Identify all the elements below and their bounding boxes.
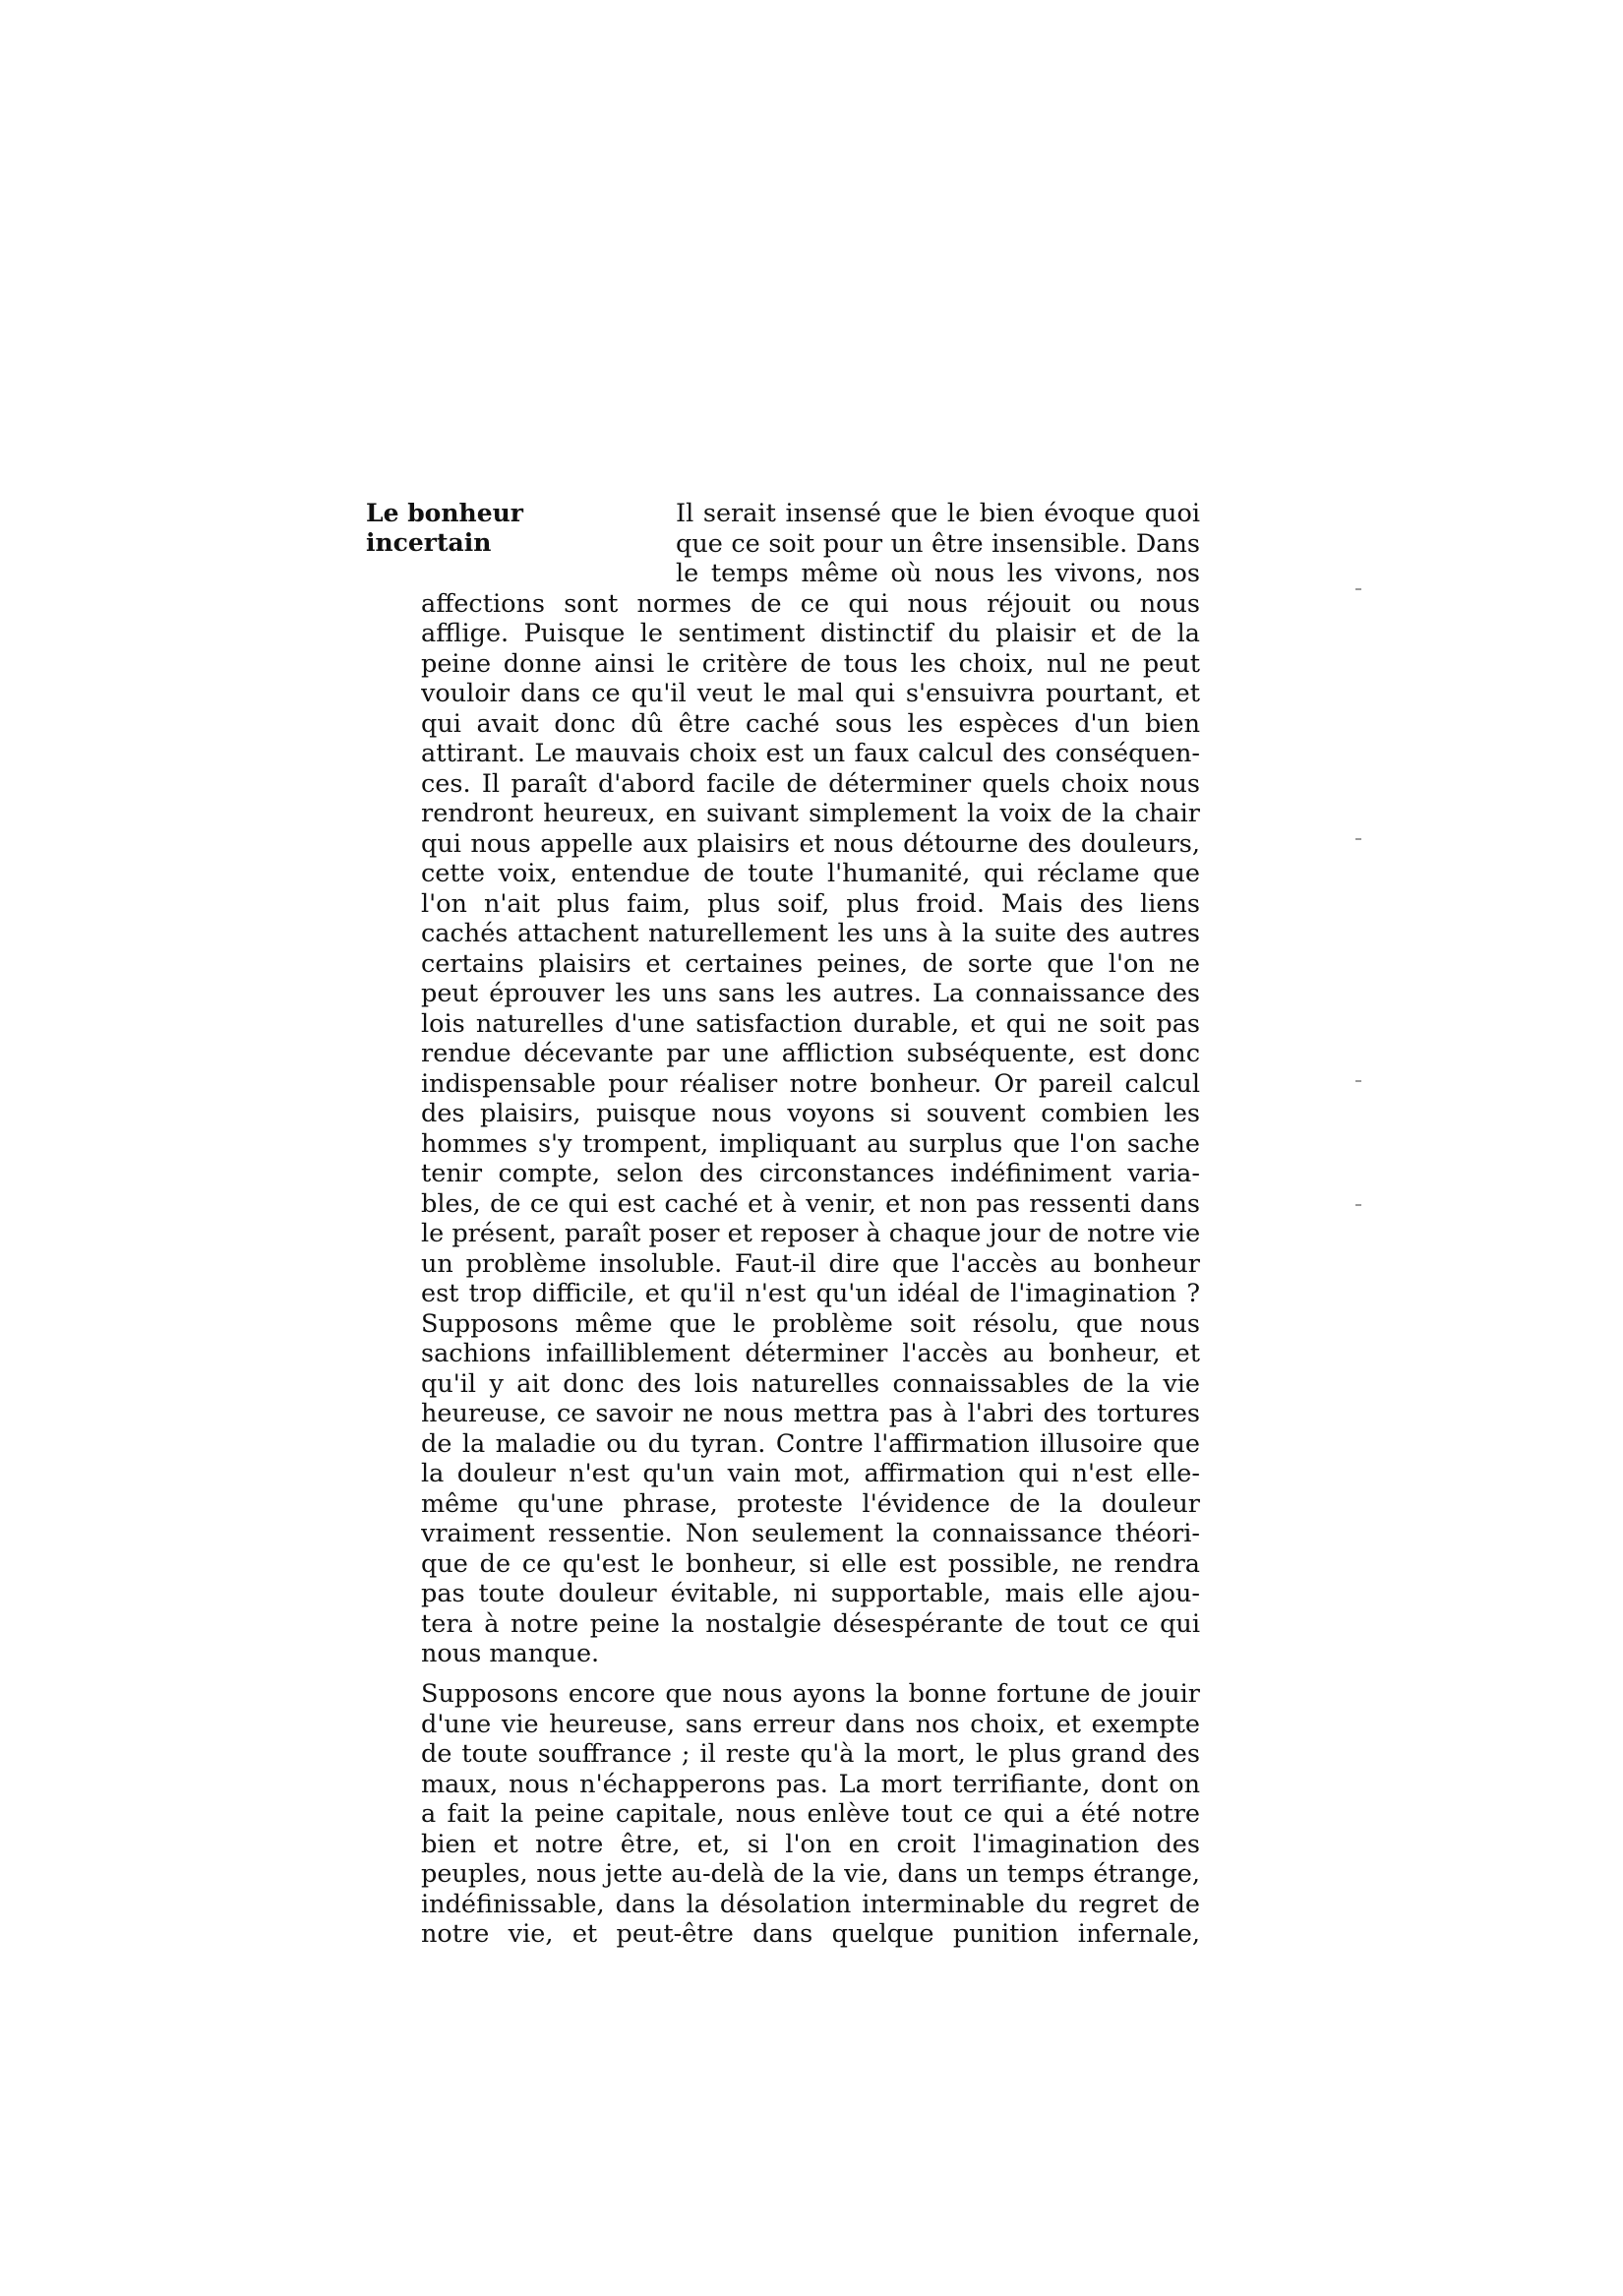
text-line: qui nous appelle aux plaisirs et nous détourne des douleurs, [421, 828, 1200, 859]
text-line: Supposons encore que nous ayons la bonne fortune de jouir [421, 1679, 1200, 1709]
text-line: d'une vie heureuse, sans erreur dans nos choix, et exempte [421, 1709, 1200, 1739]
text-line: sachions infailliblement déterminer l'accès au bonheur, et [421, 1339, 1200, 1368]
text-line: maux, nous n'échapperons pas. La mort terrifiante, dont on [421, 1769, 1200, 1799]
text-line: hommes s'y trompent, impliquant au surplus que l'on sache [421, 1128, 1200, 1159]
scan-speck [1355, 838, 1361, 840]
margin-heading-line: Le bonheur [366, 499, 523, 527]
text-line: cachés attachent naturellement les uns à la suite des autres [421, 919, 1200, 948]
text-line: Il serait insensé que le bien évoque quoi [676, 499, 1200, 528]
text-line: le temps même où nous les vivons, nos [676, 559, 1200, 588]
text-line: que de ce qu'est le bonheur, si elle est possible, ne rendra [421, 1548, 1200, 1579]
text-line: Supposons même que le problème soit résolu, que nous [421, 1308, 1200, 1339]
text-line: tera à notre peine la nostalgie désespérante de tout ce qui [421, 1608, 1200, 1639]
text-line: peine donne ainsi le critère de tous les choix, nul ne peut [421, 648, 1200, 679]
text-line: bles, de ce qui est caché et à venir, et non pas ressenti dans [421, 1188, 1200, 1219]
margin-heading [366, 499, 631, 558]
text-line: peut éprouver les uns sans les autres. La connaissance des [421, 979, 1200, 1008]
text-line: pas toute douleur évitable, ni supportable, mais elle ajou- [421, 1579, 1200, 1608]
text-line: cette voix, entendue de toute l'humanité, qui réclame que [421, 859, 1200, 888]
text-line: que ce soit pour un être insensible. Dans [676, 528, 1200, 559]
text-line: des plaisirs, puisque nous voyons si souvent combien les [421, 1099, 1200, 1128]
text-line: de toute souffrance ; il reste qu'à la mort, le plus grand des [421, 1739, 1200, 1769]
text-line: bien et notre être, et, si l'on en croit l'imagination des [421, 1829, 1200, 1859]
text-line: heureuse, ce savoir ne nous mettra pas à l'abri des tortures [421, 1399, 1200, 1428]
text-line: lois naturelles d'une satisfaction durable, et qui ne soit pas [421, 1008, 1200, 1039]
text-line: certains plaisirs et certaines peines, de sorte que l'on ne [421, 948, 1200, 979]
text-line: tenir compte, selon des circonstances indéfiniment varia- [421, 1159, 1200, 1188]
text-line: indispensable pour réaliser notre bonheur. Or pareil calcul [421, 1068, 1200, 1099]
text-line: qui avait donc dû être caché sous les espèces d'un bien [421, 708, 1200, 739]
text-line: rendront heureux, en suivant simplement la voix de la chair [421, 799, 1200, 828]
text-line: afflige. Puisque le sentiment distinctif du plaisir et de la [421, 619, 1200, 648]
text-line: vouloir dans ce qu'il veut le mal qui s'ensuivra pourtant, et [421, 679, 1200, 708]
text-line: attirant. Le mauvais choix est un faux calcul des conséquen- [421, 739, 1200, 768]
scan-speck [1355, 1080, 1361, 1082]
text-line: ces. Il paraît d'abord facile de déterminer quels choix nous [421, 768, 1200, 799]
text-line: un problème insoluble. Faut-il dire que l'accès au bonheur [421, 1248, 1200, 1279]
text-line: a fait la peine capitale, nous enlève tout ce qui a été notre [421, 1799, 1200, 1829]
margin-heading-line: incertain [366, 528, 492, 557]
scan-speck [1355, 1204, 1361, 1206]
text-line: le présent, paraît poser et reposer à chaque jour de notre vie [421, 1219, 1200, 1248]
text-line: est trop difficile, et qu'il n'est qu'un idéal de l'imagination ? [421, 1279, 1200, 1308]
text-line: la douleur n'est qu'un vain mot, affirmation qui n'est elle- [421, 1459, 1200, 1488]
text-line: vraiment ressentie. Non seulement la connaissance théori- [421, 1519, 1200, 1548]
text-line: l'on n'ait plus faim, plus soif, plus froid. Mais des liens [421, 888, 1200, 919]
text-line: affections sont normes de ce qui nous réjouit ou nous [421, 588, 1200, 619]
text-line: peuples, nous jette au-delà de la vie, dans un temps étrange, [421, 1859, 1200, 1889]
text-line: notre vie, et peut-être dans quelque punition infernale, [421, 1919, 1200, 1949]
scan-speck [1355, 588, 1361, 590]
text-line: même qu'une phrase, proteste l'évidence de la douleur [421, 1488, 1200, 1519]
text-line: qu'il y ait donc des lois naturelles connaissables de la vie [421, 1368, 1200, 1399]
text-line: indéfinissable, dans la désolation interminable du regret de [421, 1889, 1200, 1919]
text-line: nous manque. [421, 1639, 600, 1668]
text-line: rendue décevante par une affliction subséquente, est donc [421, 1039, 1200, 1068]
text-line: de la maladie ou du tyran. Contre l'affirmation illusoire que [421, 1428, 1200, 1459]
